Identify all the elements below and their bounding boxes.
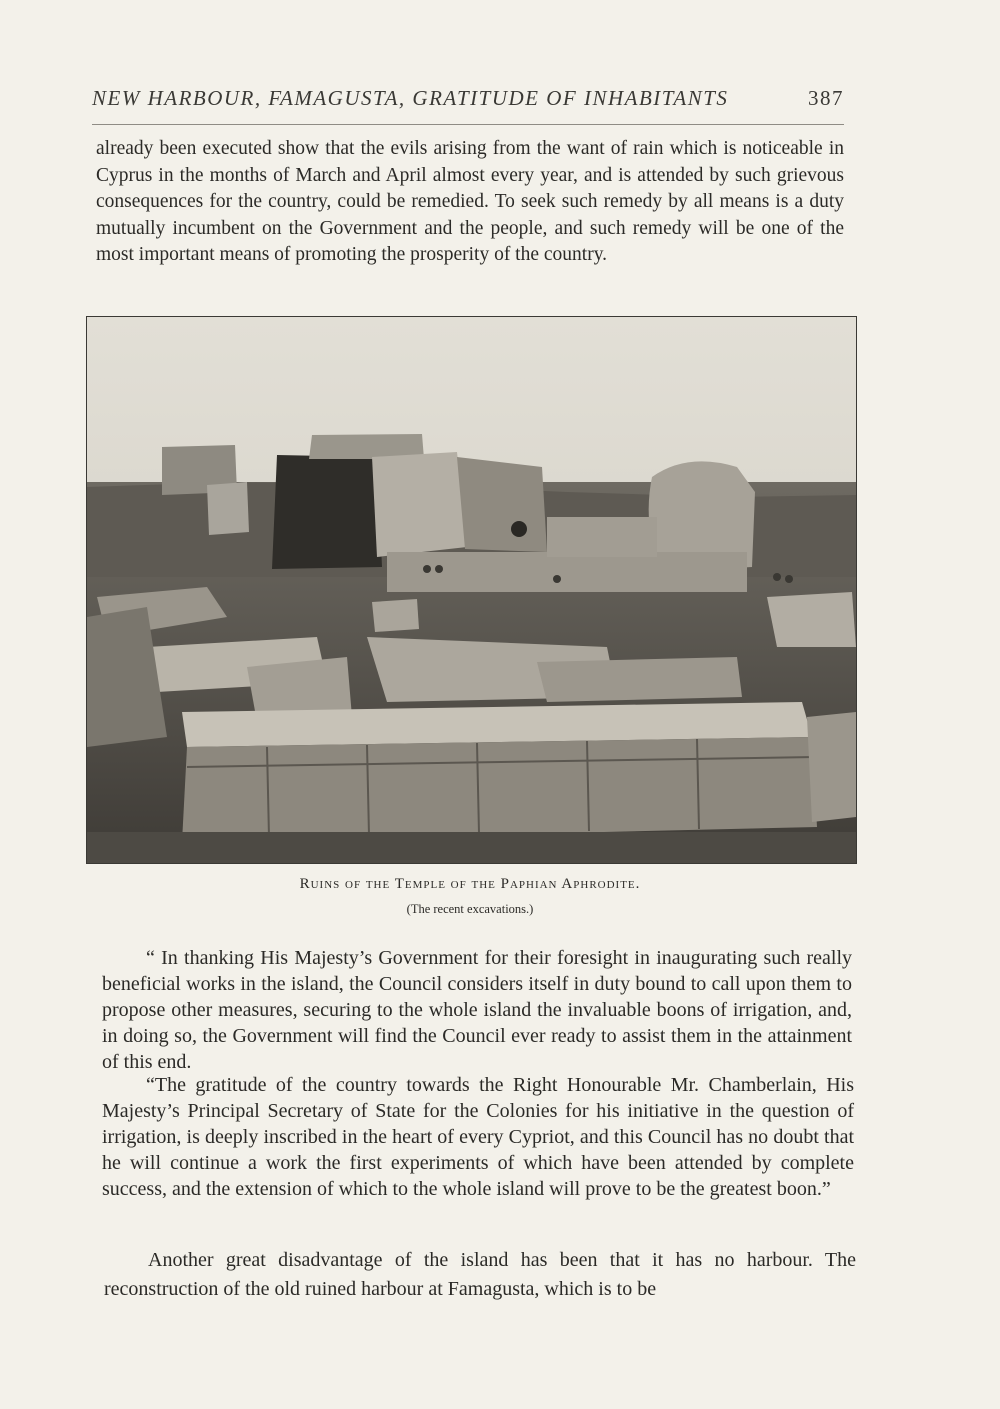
ruins-photograph	[87, 317, 856, 863]
plate-subcaption: (The recent excavations.)	[406, 902, 534, 916]
paragraph-4: Another great disadvantage of the island has been that it has no harbour. The reconstruction of the old ruined harbour at Famagusta, which is to be	[104, 1249, 856, 1300]
plate-caption: Ruins of the Temple of the Paphian Aphrodite.	[299, 876, 641, 892]
paragraph-3: “The gratitude of the country towards the Right Honourable Mr. Chamberlain, His Majesty’s Principal Secretary of State for the Colonies for his initiative in the question of irrigation, is deeply inscribed in the heart of every Cypriot, and this Council has no doubt that he will continue a work the first experiments of which have been attended by complete success, and the extension of which to the whole island will prove to be the greatest boon.”	[102, 1074, 854, 1200]
header-rule	[92, 124, 844, 125]
page-number: 387	[808, 86, 844, 110]
running-head	[92, 86, 844, 111]
paragraph-1: already been executed show that the evils arising from the want of rain which is noticeable in Cyprus in the months of March and April almost every year, and is attended by such grievous consequences for the country, could be remedied. To seek such remedy by all means is a duty mutually incumbent on the Government and the people, and such remedy will be one of the most important means of promoting the prosperity of the country.	[96, 138, 844, 265]
running-title: NEW HARBOUR, FAMAGUSTA, GRATITUDE OF INHABITANTS	[92, 86, 729, 110]
photo-plate	[86, 316, 857, 864]
paragraph-2: “ In thanking His Majesty’s Government for their foresight in inaugurating such really beneficial works in the island, the Council considers itself in duty bound to call upon them to propose other measures, securing to the whole island the invaluable boons of irrigation, and, in doing so, the Government will find the Council ever ready to assist them in the attainment of this end.	[102, 947, 852, 1073]
